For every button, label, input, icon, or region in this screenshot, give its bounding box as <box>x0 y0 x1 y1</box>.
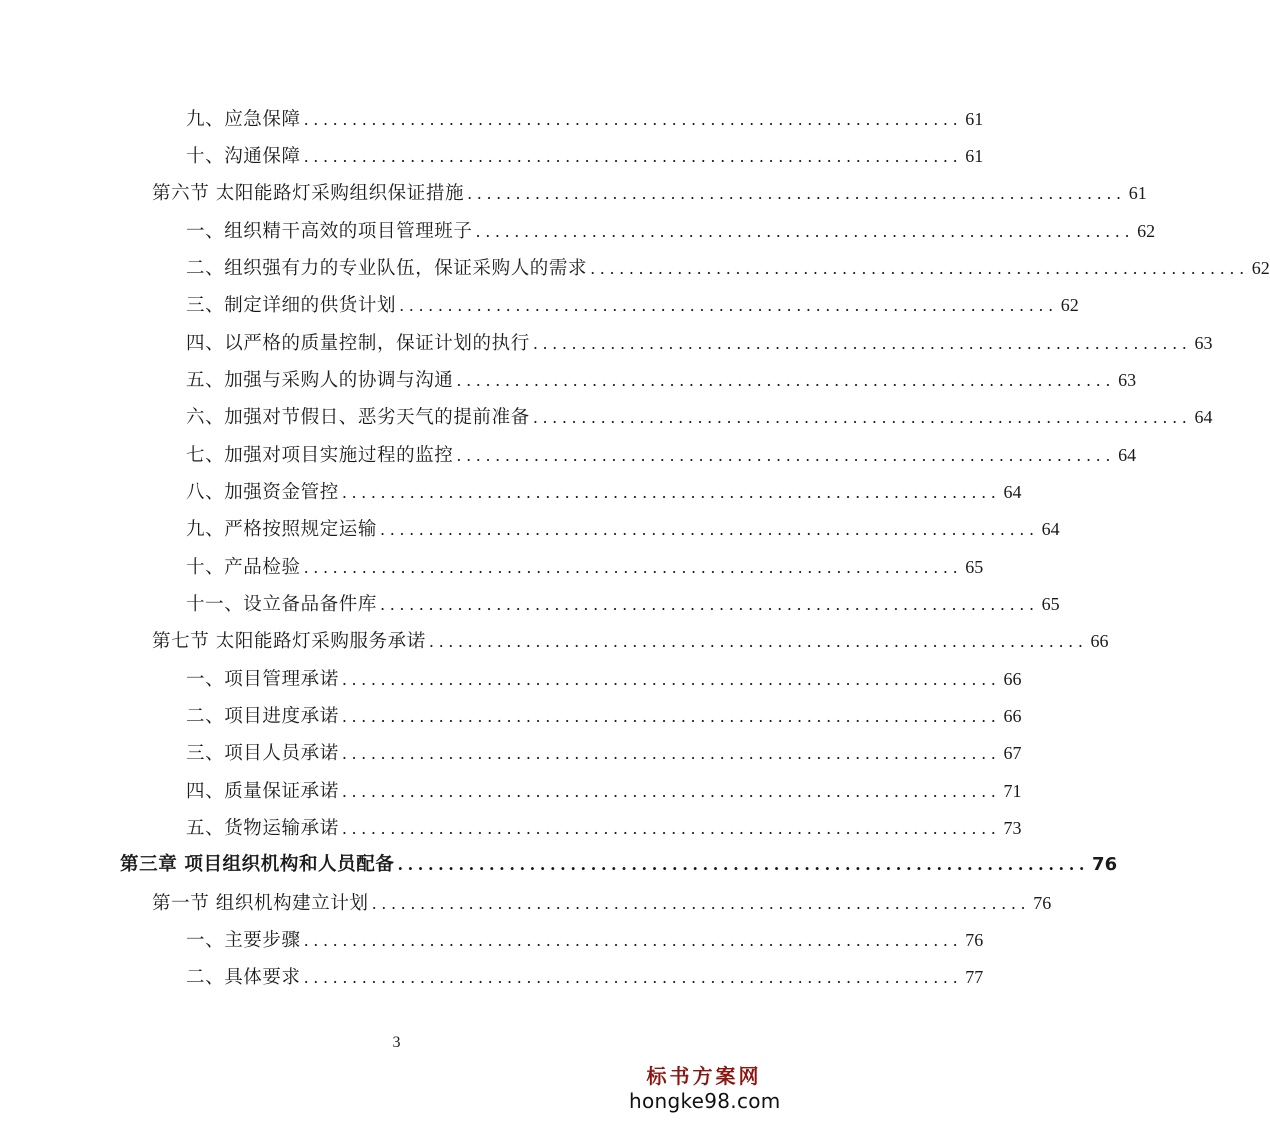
watermark-domain: hongke98.com <box>629 1089 781 1113</box>
toc-entry-page: 66 <box>1003 669 1022 689</box>
toc-entry-page: 61 <box>1128 183 1147 203</box>
toc-entry-page: 62 <box>1251 258 1270 278</box>
toc-entry-title: 十一、设立备品备件库 <box>186 594 378 615</box>
toc-leader-dots: .................................................................... <box>303 931 963 950</box>
toc-entry-page: 64 <box>1194 407 1213 427</box>
toc-leader-dots: .................................................................... <box>303 558 963 577</box>
toc-entry-title: 四、以严格的质量控制，保证计划的执行 <box>186 333 530 354</box>
toc-entry-page: 61 <box>965 146 984 166</box>
toc-entry[interactable] <box>186 738 1022 768</box>
toc-leader-dots: .................................................................... <box>341 670 1001 689</box>
toc-entry[interactable] <box>186 253 1270 283</box>
toc-entry[interactable] <box>186 552 984 582</box>
toc-entry-title: 九、严格按照规定运输 <box>186 519 378 540</box>
toc-leader-dots: .................................................................... <box>303 147 963 166</box>
toc-entry-title: 第六节 太阳能路灯采购组织保证措施 <box>152 183 465 204</box>
toc-entry[interactable] <box>186 589 1060 619</box>
toc-leader-dots: .................................................................... <box>371 894 1031 913</box>
toc-leader-dots: .................................................................... <box>341 782 1001 801</box>
toc-entry-title: 十、沟通保障 <box>186 146 301 167</box>
toc-entry[interactable] <box>186 925 984 955</box>
toc-entry-title: 二、项目进度承诺 <box>186 706 339 727</box>
toc-entry[interactable] <box>186 514 1060 544</box>
toc-entry-page: 67 <box>1003 743 1022 763</box>
toc-entry[interactable] <box>186 141 984 171</box>
toc-entry-title: 八、加强资金管控 <box>186 482 339 503</box>
toc-entry[interactable] <box>186 216 1156 246</box>
watermark <box>629 1063 779 1113</box>
toc-entry-page: 62 <box>1137 221 1156 241</box>
toc-entry-page: 66 <box>1090 631 1109 651</box>
toc-entry-page: 76 <box>1033 893 1052 913</box>
watermark-name: 标书方案网 <box>646 1064 762 1088</box>
toc-entry-chapter[interactable] <box>120 850 1118 880</box>
toc-entry[interactable] <box>186 328 1213 358</box>
toc-entry-title: 一、组织精干高效的项目管理班子 <box>186 221 473 242</box>
toc-entry-title: 二、组织强有力的专业队伍，保证采购人的需求 <box>186 258 588 279</box>
toc-entry-title: 一、主要步骤 <box>186 930 301 951</box>
toc-leader-dots: .................................................................... <box>380 595 1039 614</box>
toc-entry[interactable] <box>186 290 1079 320</box>
toc-entry-title: 第七节 太阳能路灯采购服务承诺 <box>152 631 426 652</box>
toc-entry[interactable] <box>152 178 1147 208</box>
toc-entry[interactable] <box>186 813 1022 843</box>
toc-entry-title: 二、具体要求 <box>186 967 301 988</box>
toc-leader-dots: .................................................................... <box>397 855 1090 874</box>
toc-entry-page: 61 <box>965 109 984 129</box>
toc-entry[interactable] <box>186 402 1213 432</box>
toc-entry-title: 一、项目管理承诺 <box>186 669 339 690</box>
toc-entry[interactable] <box>186 477 1022 507</box>
toc-entry-page: 63 <box>1118 370 1137 390</box>
toc-entry-page: 71 <box>1003 781 1022 801</box>
toc-entry-title: 五、加强与采购人的协调与沟通 <box>186 370 454 391</box>
toc-leader-dots: .................................................................... <box>380 520 1039 539</box>
toc-entry-title: 六、加强对节假日、恶劣天气的提前准备 <box>186 407 530 428</box>
toc-entry[interactable] <box>186 104 984 134</box>
toc-leader-dots: .................................................................... <box>456 371 1116 390</box>
toc-entry[interactable] <box>186 440 1137 470</box>
toc-leader-dots: .................................................................... <box>428 632 1088 651</box>
toc-entry[interactable] <box>152 626 1109 656</box>
toc-entry-page: 76 <box>1092 854 1118 875</box>
toc-leader-dots: .................................................................... <box>467 184 1126 203</box>
toc-entry[interactable] <box>186 776 1022 806</box>
toc-entry[interactable] <box>186 365 1137 395</box>
toc-leader-dots: .................................................................... <box>341 819 1001 838</box>
toc-entry-page: 66 <box>1003 706 1022 726</box>
toc-leader-dots: .................................................................... <box>532 334 1192 353</box>
toc-entry[interactable] <box>186 962 984 992</box>
toc-entry-title: 四、质量保证承诺 <box>186 781 339 802</box>
toc-entry-title: 三、项目人员承诺 <box>186 743 339 764</box>
toc-leader-dots: .................................................................... <box>341 707 1001 726</box>
toc-entry-title: 第三章 项目组织机构和人员配备 <box>120 854 395 875</box>
toc-entry-title: 九、应急保障 <box>186 109 301 130</box>
toc-leader-dots: .................................................................... <box>341 483 1001 502</box>
toc-leader-dots: .................................................................... <box>475 222 1135 241</box>
toc-entry-page: 65 <box>965 557 984 577</box>
toc-entry-page: 64 <box>1118 445 1137 465</box>
toc-entry-page: 77 <box>965 967 984 987</box>
toc-entry[interactable] <box>152 888 1052 918</box>
toc-leader-dots: .................................................................... <box>590 259 1249 278</box>
toc-entry-page: 62 <box>1060 295 1079 315</box>
toc-entry-page: 64 <box>1003 482 1022 502</box>
toc-entry-page: 73 <box>1003 818 1022 838</box>
toc-leader-dots: .................................................................... <box>341 744 1001 763</box>
toc-entry-page: 64 <box>1041 519 1060 539</box>
toc-leader-dots: .................................................................... <box>456 446 1116 465</box>
toc-entry-title: 三、制定详细的供货计划 <box>186 295 397 316</box>
toc-entry[interactable] <box>186 701 1022 731</box>
toc-leader-dots: .................................................................... <box>303 968 963 987</box>
toc-entry-title: 十、产品检验 <box>186 557 301 578</box>
toc-leader-dots: .................................................................... <box>399 296 1058 315</box>
toc-leader-dots: .................................................................... <box>532 408 1192 427</box>
toc-entry-title: 第一节 组织机构建立计划 <box>152 893 369 914</box>
toc-entry[interactable] <box>186 664 1022 694</box>
toc-entry-page: 63 <box>1194 333 1213 353</box>
toc-entry-title: 五、货物运输承诺 <box>186 818 339 839</box>
toc-entry-page: 76 <box>965 930 984 950</box>
toc-entry-title: 七、加强对项目实施过程的监控 <box>186 445 454 466</box>
toc-entry-page: 65 <box>1041 594 1060 614</box>
page-number: 3 <box>392 1034 401 1051</box>
toc-leader-dots: .................................................................... <box>303 110 963 129</box>
